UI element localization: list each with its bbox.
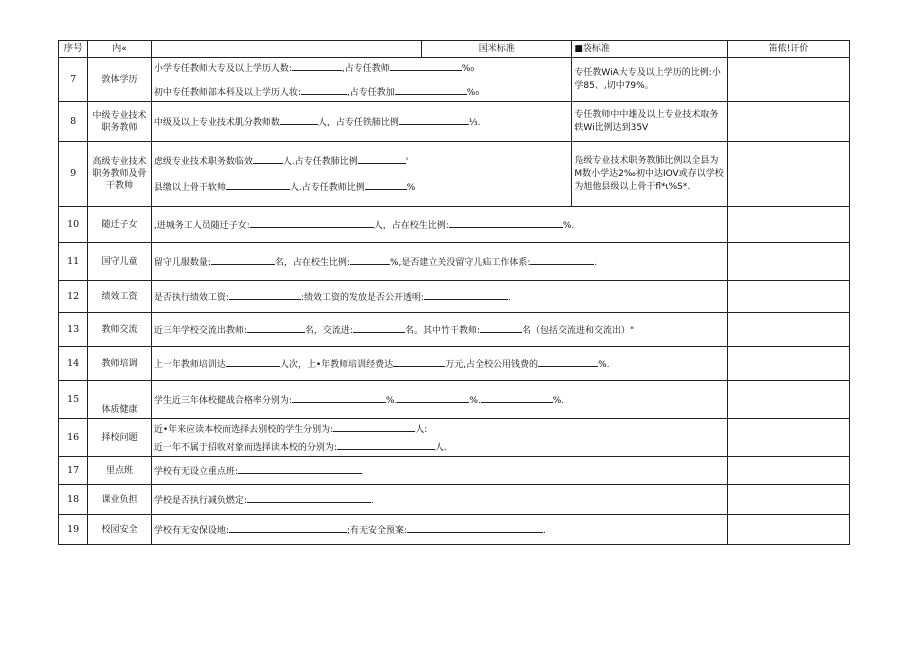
fill-blank[interactable] [397, 393, 469, 403]
row-item: 敦体学历 [88, 58, 152, 102]
fill-blank[interactable] [247, 323, 305, 333]
content-line: 留守儿服数量: 名，占在校生比例: %,是否建立关没留守儿疝工作体系: . [154, 255, 725, 269]
row-content [151, 243, 727, 281]
row-item: 绩效工资 [88, 281, 152, 313]
header-standard: ■袋标准 [572, 41, 727, 58]
row-no: 14 [59, 347, 88, 381]
evaluation-table [58, 40, 850, 545]
row-item: 国守儿童 [88, 243, 152, 281]
fill-blank[interactable] [353, 323, 405, 333]
fill-blank[interactable] [292, 61, 342, 71]
row-no: 11 [59, 243, 88, 281]
row-item: 择校问题 [88, 419, 152, 457]
table-row [59, 243, 850, 281]
row-no: 8 [59, 102, 88, 142]
row-evaluation[interactable] [727, 313, 849, 347]
content-line: 是否执行绩效工资: :绩效工资的发放是否公开透明: . [154, 290, 725, 304]
fill-blank[interactable] [449, 218, 563, 228]
fill-blank[interactable] [333, 422, 415, 432]
fill-blank[interactable] [350, 255, 390, 265]
table-row [59, 381, 850, 419]
header-content [151, 41, 421, 58]
row-content [151, 313, 727, 347]
fill-blank[interactable] [226, 357, 280, 367]
table-row [59, 347, 850, 381]
row-standard: 专任教WiA大专及以上学历的比例:小学85、,切中79%。 [572, 58, 727, 102]
fill-blank[interactable] [229, 290, 301, 300]
content-line: 虑级专业技术职务数临效 人.占专任教肺比例 ' [154, 154, 570, 168]
fill-blank[interactable] [390, 61, 462, 71]
row-content [151, 485, 727, 515]
row-no: 19 [59, 515, 88, 545]
fill-blank[interactable] [250, 218, 374, 228]
fill-blank[interactable] [393, 357, 445, 367]
content-line: 学校是否执行减负燃定: . [154, 493, 725, 507]
fill-blank[interactable] [211, 255, 275, 265]
content-line: 学校有无设立重点班: [154, 464, 725, 478]
row-evaluation[interactable] [727, 347, 849, 381]
content-line: 县缴以上骨干软帅 人.占专任教师比例 % [154, 180, 570, 194]
fill-blank[interactable] [399, 115, 469, 125]
row-item: 随迁子女 [88, 207, 152, 243]
row-content [151, 102, 572, 142]
row-evaluation[interactable] [727, 207, 849, 243]
fill-blank[interactable] [407, 523, 543, 533]
row-evaluation[interactable] [727, 102, 849, 142]
table-row [59, 142, 850, 207]
fill-blank[interactable] [480, 323, 522, 333]
table-row [59, 515, 850, 545]
fill-blank[interactable] [253, 154, 283, 164]
row-no: 13 [59, 313, 88, 347]
fill-blank[interactable] [365, 180, 407, 190]
table-row [59, 58, 850, 102]
content-line: 初中专任教师部本科及以上学历人妆: ,占专任教加 %₀ [154, 85, 570, 99]
content-line: 学生近三年体校健战合格率分别为: %. %. %. [154, 393, 725, 407]
content-line: 中级及以上专业技术肌分教师数 人，占专任铁肺比例 ⅓. [154, 115, 570, 129]
row-item: 校园安全 [88, 515, 152, 545]
fill-blank[interactable] [481, 393, 553, 403]
fill-blank[interactable] [538, 357, 598, 367]
row-content [151, 142, 572, 207]
table-row [59, 102, 850, 142]
table-row [59, 281, 850, 313]
row-evaluation[interactable] [727, 485, 849, 515]
fill-blank[interactable] [530, 255, 594, 265]
row-no: 12 [59, 281, 88, 313]
fill-blank[interactable] [395, 85, 467, 95]
table-row [59, 419, 850, 457]
header-no: 序号 [59, 41, 88, 58]
row-content [151, 515, 727, 545]
header-item: 内« [88, 41, 152, 58]
content-line: ,进城务工人员随迁子女: 人，占在校生比例: %. [154, 218, 725, 232]
row-no: 9 [59, 142, 88, 207]
row-item: 教师交流 [88, 313, 152, 347]
row-evaluation[interactable] [727, 243, 849, 281]
table-row [59, 485, 850, 515]
row-content [151, 347, 727, 381]
content-line: 学校有无安保设地: ;有无安全预案: . [154, 523, 725, 537]
fill-blank[interactable] [238, 464, 362, 474]
fill-blank[interactable] [424, 290, 508, 300]
row-evaluation[interactable] [727, 281, 849, 313]
fill-blank[interactable] [226, 180, 290, 190]
row-item: 教师培调 [88, 347, 152, 381]
row-no: 16 [59, 419, 88, 457]
content-line: 近三年学校交流出教师: 名，交流进: 名。其中竹干教师: 名（包括交流进和交流出）" [154, 323, 725, 337]
row-content [151, 457, 727, 485]
row-item: 课业负担 [88, 485, 152, 515]
row-evaluation[interactable] [727, 381, 849, 419]
content-line: 近一年不属于招收对象而选择读本校的分别为: 人. [154, 440, 725, 454]
table-header-row [59, 41, 850, 58]
row-no: 18 [59, 485, 88, 515]
row-evaluation[interactable] [727, 142, 849, 207]
fill-blank[interactable] [292, 393, 386, 403]
row-evaluation[interactable] [727, 457, 849, 485]
fill-blank[interactable] [247, 493, 371, 503]
row-content [151, 58, 572, 102]
row-item: 高级专业技术职务教师及骨干教帅 [88, 142, 152, 207]
row-no: 10 [59, 207, 88, 243]
row-content [151, 381, 727, 419]
fill-blank[interactable] [358, 154, 406, 164]
row-content [151, 281, 727, 313]
row-standard: 凫级专业技术职务教肺比例以全县为M数小学达2‰初中达IOV或存以学校为旭他县级以上骨干fl*ι%S*. [572, 142, 727, 207]
row-content [151, 419, 727, 457]
row-content [151, 207, 727, 243]
table-row [59, 457, 850, 485]
fill-blank[interactable] [280, 115, 318, 125]
row-item: 中级专业技术职务教师 [88, 102, 152, 142]
table-row [59, 313, 850, 347]
row-item: 里点班 [88, 457, 152, 485]
content-line: 上一年教师培训达 人次，上•年教师培训经费达 万元,占全校公用钱费的 %. [154, 357, 725, 371]
fill-blank[interactable] [337, 440, 435, 450]
row-item: 体质健康 [88, 381, 152, 419]
fill-blank[interactable] [229, 523, 347, 533]
fill-blank[interactable] [301, 85, 347, 95]
content-line: 小学专任教师大专及以上学历人数: ,占专任教师 %₀ [154, 61, 570, 75]
row-evaluation[interactable] [727, 515, 849, 545]
header-evaluation: 笛侬!讦价 [727, 41, 849, 58]
row-standard: 专任教师中中雄及以上专业技术取务轶Wi比例达到35V [572, 102, 727, 142]
table-row [59, 207, 850, 243]
content-line: 近•年来应读本校而选择去别校的学生分别为: 人: [154, 422, 725, 436]
row-no: 7 [59, 58, 88, 102]
header-national-standard: 国米标准 [422, 41, 572, 58]
row-no: 17 [59, 457, 88, 485]
row-no: 15 [59, 381, 88, 419]
row-evaluation[interactable] [727, 419, 849, 457]
row-evaluation[interactable] [727, 58, 849, 102]
